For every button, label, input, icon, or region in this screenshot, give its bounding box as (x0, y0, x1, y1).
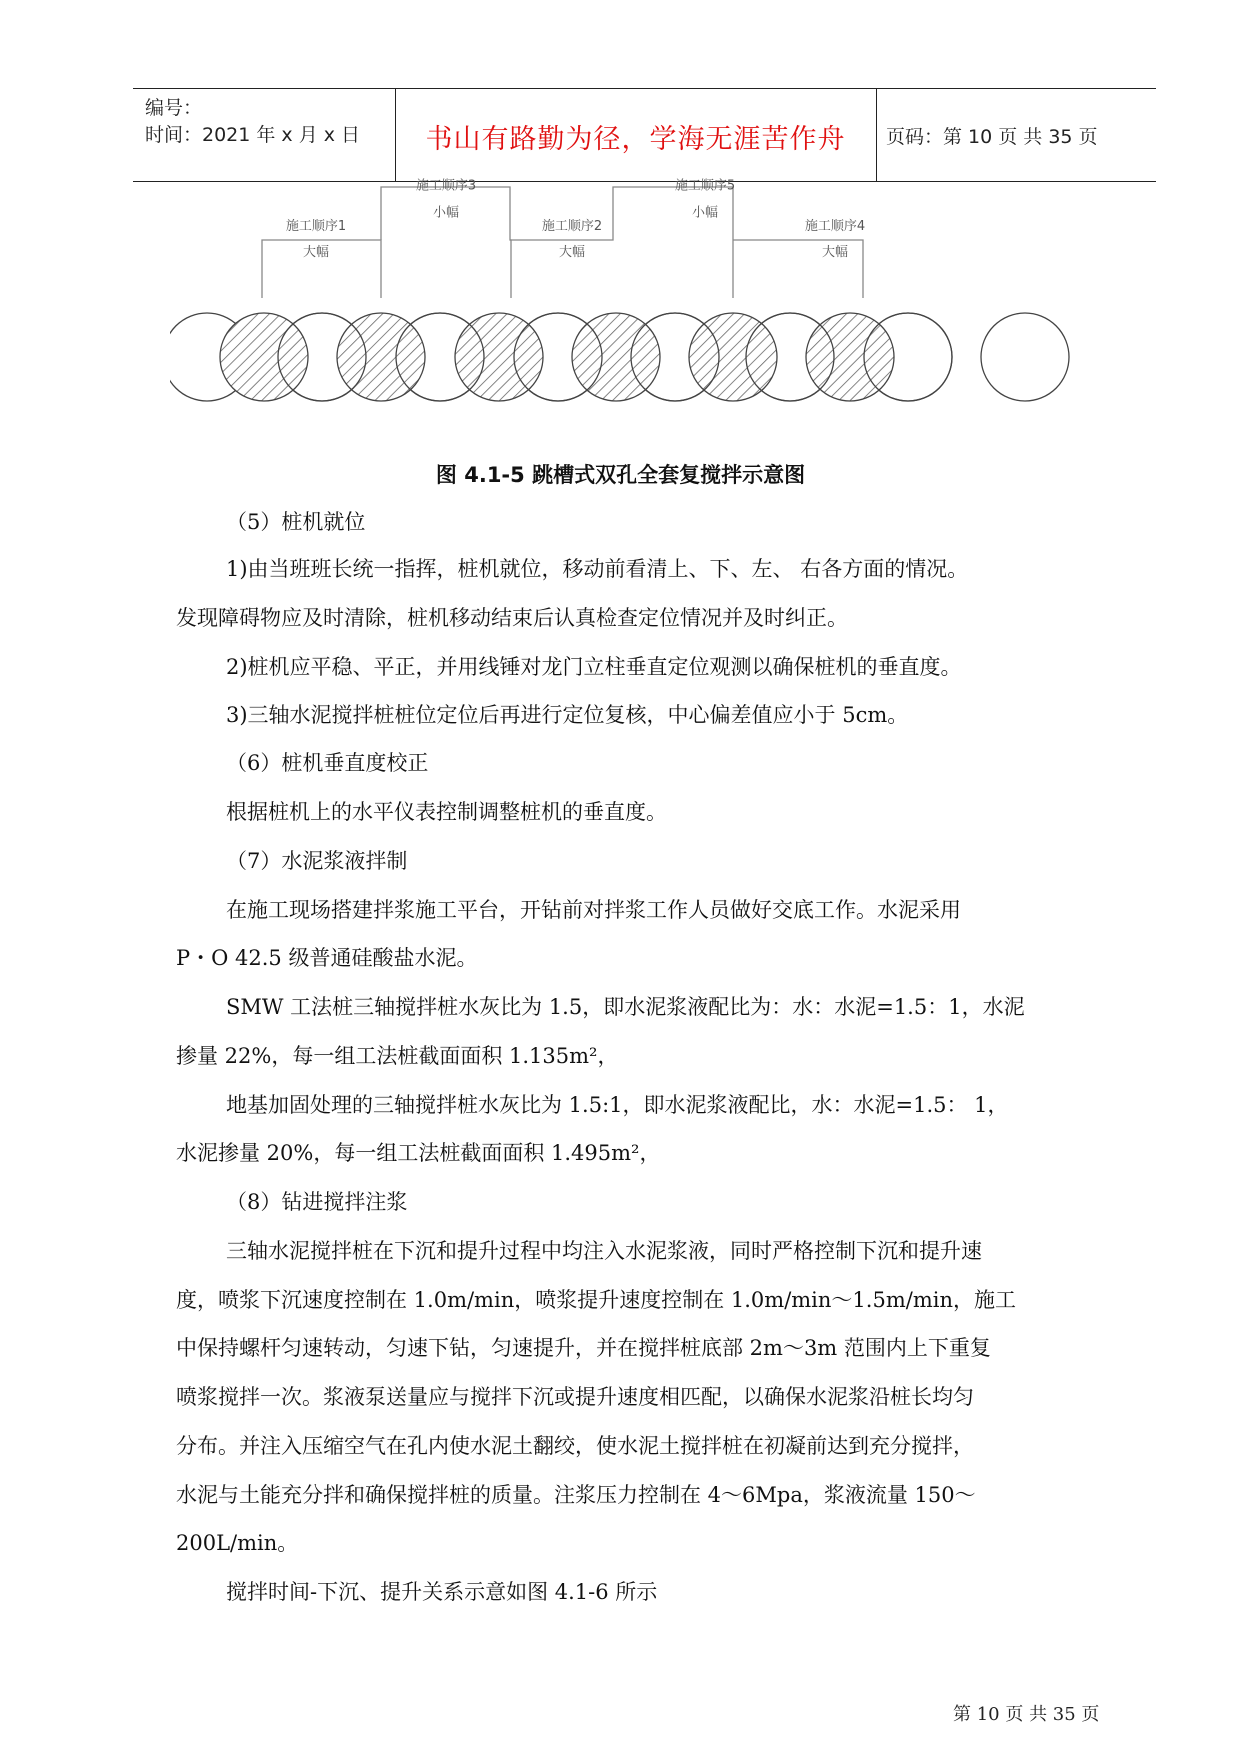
section-heading: （7）水泥浆液拌制 (226, 849, 408, 873)
paragraph-line: 根据桩机上的水平仪表控制调整桩机的垂直度。 (226, 800, 667, 824)
paragraph-line: 发现障碍物应及时清除，桩机移动结束后认真检查定位情况并及时纠正。 (176, 606, 848, 630)
paragraph-line: 3)三轴水泥搅拌桩桩位定位后再进行定位复核，中心偏差值应小于 5cm。 (226, 703, 909, 727)
paragraph-line: 1)由当班班长统一指挥，桩机就位，移动前看清上、下、左、 右各方面的情况。 (226, 557, 969, 581)
group-order-label: 施工顺序2 (541, 219, 603, 234)
figure-caption: 图 4.1-5 跳槽式双孔全套复搅拌示意图 (435, 463, 806, 487)
group-size-label: 大幅 (821, 245, 849, 260)
group-size-label: 大幅 (558, 245, 586, 260)
header-page-cell (876, 89, 1156, 181)
pile-circle-hatched (337, 313, 425, 401)
pile-sequence-diagram (170, 175, 1070, 445)
pile-circle-hatched (220, 313, 308, 401)
paragraph-line: 水泥掺量 20%，每一组工法桩截面面积 1.495m²， (176, 1141, 661, 1165)
pile-circle-hatched (572, 313, 660, 401)
header-page-number: 页码：第 10 页 共 35 页 (886, 126, 1098, 148)
pile-circle-hatched (455, 313, 543, 401)
header-motto-cell (395, 89, 877, 181)
section-heading: （5）桩机就位 (226, 510, 366, 534)
paragraph-line: 200L/min。 (176, 1531, 299, 1555)
header-motto: 书山有路勤为径，学海无涯苦作舟 (425, 124, 846, 155)
paragraph-line: 喷浆搅拌一次。浆液泵送量应与搅拌下沉或提升速度相匹配，以确保水泥浆沿桩长均匀 (176, 1385, 974, 1409)
paragraph-line: SMW 工法桩三轴搅拌桩水灰比为 1.5，即水泥浆液配比为：水：水泥=1.5：1，水泥 (226, 995, 1025, 1019)
group-order-label: 施工顺序3 (415, 178, 477, 194)
pile-circle (981, 313, 1069, 401)
document-number-label: 编号： (145, 97, 203, 119)
pile-sequence-figure (170, 175, 1070, 445)
paragraph-line: 在施工现场搭建拌浆施工平台，开钻前对拌浆工作人员做好交底工作。水泥采用 (226, 898, 961, 922)
paragraph-line: 2)桩机应平稳、平正，并用线锤对龙门立柱垂直定位观测以确保桩机的垂直度。 (226, 655, 962, 679)
paragraph-line: 地基加固处理的三轴搅拌桩水灰比为 1.5:1，即水泥浆液配比，水：水泥=1.5： 1， (226, 1093, 1009, 1117)
group-order-label: 施工顺序5 (674, 178, 736, 194)
pile-circle-hatched (806, 313, 894, 401)
paragraph-line: 中保持螺杆匀速转动，匀速下钻，匀速提升，并在搅拌桩底部 2m～3m 范围内上下重复 (176, 1336, 991, 1360)
paragraph-line: 三轴水泥搅拌桩在下沉和提升过程中均注入水泥浆液，同时严格控制下沉和提升速 (226, 1239, 982, 1263)
page-header (133, 88, 1156, 182)
sequence-brackets (262, 187, 866, 298)
paragraph-line: 分布。并注入压缩空气在孔内使水泥土翻绞，使水泥土搅拌桩在初凝前达到充分搅拌， (176, 1434, 974, 1458)
group-order-label: 施工顺序1 (285, 219, 347, 234)
group-size-label: 小幅 (432, 205, 460, 221)
header-info-cell (133, 89, 396, 181)
paragraph-line: 掺量 22%，每一组工法桩截面面积 1.135m²， (176, 1044, 619, 1068)
page-footer: 第 10 页 共 35 页 (953, 1704, 1100, 1725)
paragraph-line: 度，喷浆下沉速度控制在 1.0m/min，喷浆提升速度控制在 1.0m/min～1.5m/min，施工 (176, 1288, 1016, 1312)
paragraph-line: 搅拌时间-下沉、提升关系示意如图 4.1-6 所示 (226, 1580, 658, 1604)
section-heading: （8）钻进搅拌注浆 (226, 1190, 408, 1214)
section-heading: （6）桩机垂直度校正 (226, 751, 429, 775)
pile-circle-hatched (689, 313, 777, 401)
paragraph-line: P・O 42.5 级普通硅酸盐水泥。 (176, 946, 478, 970)
group-size-label: 大幅 (302, 245, 330, 260)
document-time-label: 时间：2021 年 x 月 x 日 (145, 124, 361, 146)
paragraph-line: 水泥与土能充分拌和确保搅拌桩的质量。注浆压力控制在 4～6Mpa，浆液流量 150～ (176, 1483, 976, 1507)
group-size-label: 小幅 (691, 205, 719, 221)
group-order-label: 施工顺序4 (804, 219, 866, 234)
